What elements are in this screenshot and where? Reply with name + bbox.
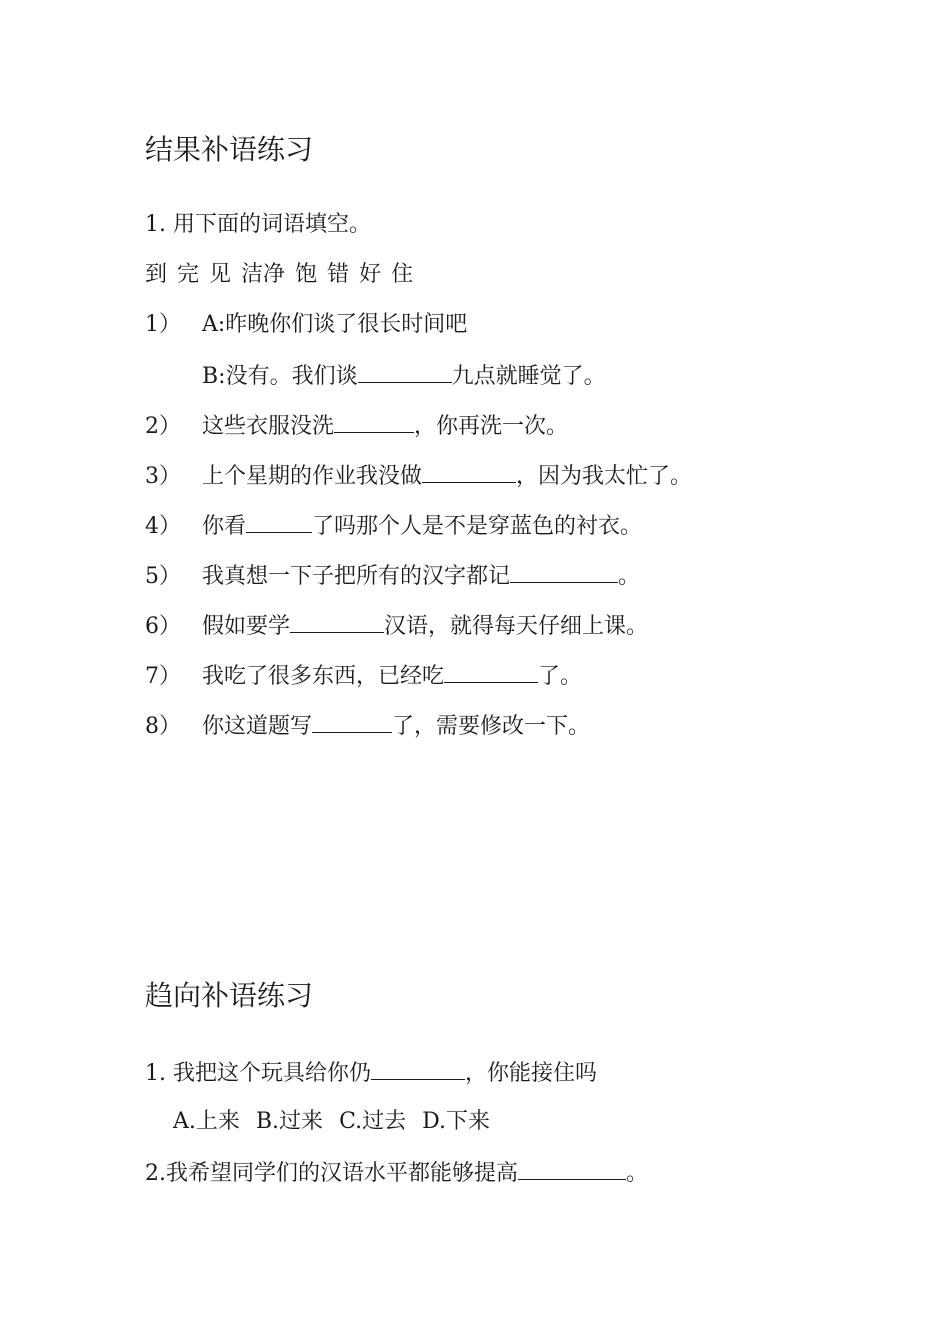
answer-blank[interactable]	[246, 510, 312, 533]
item-text: 汉语，就得每天仔细上课。	[384, 614, 649, 639]
exercise-item-3	[145, 460, 692, 492]
item-number: 8）	[145, 714, 181, 739]
item-text: B:没有。我们谈	[202, 364, 358, 389]
question-text: 2.我希望同学们的汉语水平都能够提高	[145, 1161, 518, 1186]
answer-blank[interactable]	[444, 660, 538, 683]
word-bank	[145, 260, 423, 290]
item-number: 2）	[145, 414, 181, 439]
option-b[interactable]: B.过来	[255, 1109, 324, 1134]
option-d[interactable]: D.下来	[422, 1109, 490, 1134]
question-text: 1. 我把这个玩具给你仍	[145, 1061, 371, 1086]
word-bank-item: 到	[145, 262, 168, 287]
option-a[interactable]: A.上来	[173, 1109, 240, 1134]
word-bank-item: 饱	[295, 262, 318, 287]
item-text: ，因为我太忙了。	[516, 464, 693, 489]
exercise-item-1-b	[202, 360, 606, 392]
question-text: 。	[626, 1161, 649, 1186]
question-1-options	[173, 1107, 506, 1137]
word-bank-item: 好	[359, 262, 382, 287]
answer-blank[interactable]	[510, 560, 618, 583]
section1-instruction: 1. 用下面的词语填空。	[145, 212, 371, 237]
item-text: 了吗那个人是不是穿蓝色的衬衣。	[312, 514, 643, 539]
answer-blank[interactable]	[290, 610, 384, 633]
word-bank-item: 完	[177, 262, 200, 287]
item-number: 6）	[145, 614, 181, 639]
item-number: 3）	[145, 464, 181, 489]
item-number: 4）	[145, 514, 181, 539]
exercise-item-4	[145, 510, 642, 542]
item-text: 了，需要修改一下。	[392, 714, 591, 739]
exercise-item-7	[145, 660, 582, 692]
exercise-item-8	[145, 710, 590, 742]
answer-blank[interactable]	[358, 360, 452, 383]
answer-blank[interactable]	[334, 410, 414, 433]
item-text: 了。	[538, 664, 583, 689]
word-bank-item: 洁净	[241, 262, 286, 287]
answer-blank[interactable]	[371, 1057, 465, 1080]
question-2	[145, 1157, 648, 1189]
item-text: 上个星期的作业我没做	[202, 464, 423, 489]
item-text: ，你再洗一次。	[414, 414, 569, 439]
exercise-item-2	[145, 410, 568, 442]
item-text: 九点就睡觉了。	[451, 364, 606, 389]
answer-blank[interactable]	[422, 460, 516, 483]
exercise-item-1	[145, 310, 467, 340]
item-text: 。	[618, 564, 641, 589]
section1-title: 结果补语练习	[145, 133, 314, 166]
item-number: 5）	[145, 564, 181, 589]
word-bank-item: 错	[327, 262, 350, 287]
item-text: 这些衣服没洗	[202, 414, 335, 439]
exercise-item-5	[145, 560, 640, 592]
option-c[interactable]: C.过去	[339, 1109, 407, 1134]
item-number: 1）	[145, 312, 181, 337]
answer-blank[interactable]	[518, 1157, 626, 1180]
item-text: 你这道题写	[202, 714, 313, 739]
question-1	[145, 1057, 597, 1089]
exercise-item-6	[145, 610, 648, 642]
answer-blank[interactable]	[312, 710, 392, 733]
dialogue-a: A:昨晚你们谈了很长时间吧	[202, 312, 468, 337]
item-number: 7）	[145, 664, 181, 689]
word-bank-item: 住	[391, 262, 414, 287]
section2-title: 趋向补语练习	[145, 979, 314, 1012]
item-text: 我吃了很多东西，已经吃	[202, 664, 445, 689]
item-text: 假如要学	[202, 614, 291, 639]
question-text: ，你能接住吗	[464, 1061, 597, 1086]
word-bank-item: 见	[209, 262, 232, 287]
item-text: 我真想一下子把所有的汉字都记	[202, 564, 511, 589]
item-text: 你看	[202, 514, 247, 539]
